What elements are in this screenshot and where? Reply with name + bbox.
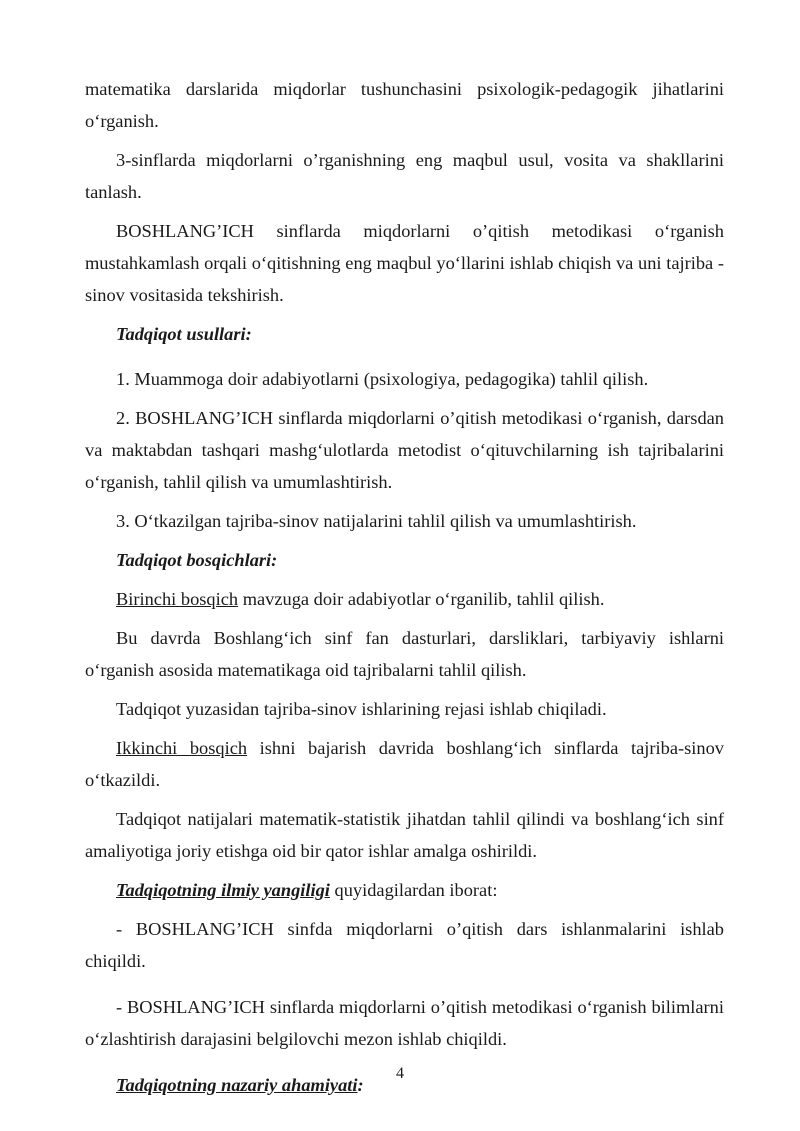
heading-research-stages-text: Tadqiqot bosqichlari: bbox=[116, 550, 278, 570]
list-item-novelty-1: - BOSHLANG’ICH sinfda miqdorlarni o’qitish dars ishlanmalarini ishlab chiqildi. bbox=[85, 919, 724, 971]
list-item-method-1: 1. Muammoga doir adabiyotlarni (psixologiya, pedagogika) tahlil qilish. bbox=[116, 369, 649, 389]
scientific-novelty-intro: quyidagilardan iborat: bbox=[329, 880, 498, 900]
heading-theoretical-significance: Tadqiqotning nazariy ahamiyati bbox=[116, 1075, 358, 1095]
heading-research-methods-text: Tadqiqot usullari: bbox=[116, 324, 252, 344]
second-stage-label: Ikkinchi bosqich bbox=[116, 738, 248, 758]
page-body bbox=[85, 73, 724, 1101]
paragraph-period-description: Bu davrda Boshlang‘ich sinf fan dasturlari, darsliklari, tarbiyaviy ishlarni o‘rganish asosida matematikaga oid tajribalarni tahlil qilish. bbox=[85, 628, 724, 680]
first-stage-label: Birinchi bosqich bbox=[116, 589, 239, 609]
heading-research-stages bbox=[85, 544, 724, 576]
heading-theoretical-significance-colon: : bbox=[357, 1075, 364, 1095]
paragraph-results-analysis: Tadqiqot natijalari matematik-statistik jihatdan tahlil qilindi va boshlang‘ich sinf amaliyotiga joriy etishga oid bir qator ishlar amalga oshirildi. bbox=[85, 809, 724, 861]
list-item-method-2: 2. BOSHLANG’ICH sinflarda miqdorlarni o’qitish metodikasi o‘rganish, darsdan va maktabdan tashqari mashg‘ulotlarda metodist o‘qituvchilarning ish tajribalarini o‘rganish, tahlil qilish va umumlashtirish. bbox=[85, 408, 724, 492]
heading-scientific-novelty: Tadqiqotning ilmiy yangiligi bbox=[116, 880, 330, 900]
paragraph-methodology-goal: BOSHLANG’ICH sinflarda miqdorlarni o’qitish metodikasi o‘rganish mustahkamlash orqali o‘qitishning eng maqbul yo‘llarini ishlab chiqish va uni tajriba - sinov vositasida tekshirish. bbox=[85, 221, 724, 305]
paragraph-second-stage bbox=[85, 732, 724, 796]
paragraph-grade3-methods: 3-sinflarda miqdorlarni o’rganishning eng maqbul usul, vosita va shakllarini tanlash. bbox=[85, 150, 724, 202]
page-number: 4 bbox=[396, 1065, 404, 1082]
paragraph-scientific-novelty bbox=[85, 874, 724, 906]
paragraph-psychology-aspects: matematika darslarida miqdorlar tushunchasini psixologik-pedagogik jihatlarini o‘rganish. bbox=[85, 79, 724, 131]
second-stage-text: ishni bajarish davrida boshlang‘ich sinflarda tajriba-sinov o‘tkazildi. bbox=[85, 738, 724, 790]
paragraph-first-stage bbox=[85, 583, 724, 615]
heading-research-methods bbox=[85, 318, 724, 350]
list-item-method-3: 3. O‘tkazilgan tajriba-sinov natijalarini tahlil qilish va umumlashtirish. bbox=[116, 511, 637, 531]
list-item-novelty-2: - BOSHLANG’ICH sinflarda miqdorlarni o’qitish metodikasi o‘rganish bilimlarni o‘zlashtirish darajasini belgilovchi mezon ishlab chiqildi. bbox=[85, 997, 724, 1049]
first-stage-text: mavzuga doir adabiyotlar o‘rganilib, tahlil qilish. bbox=[238, 589, 605, 609]
paragraph-research-plan: Tadqiqot yuzasidan tajriba-sinov ishlarining rejasi ishlab chiqiladi. bbox=[116, 699, 607, 719]
